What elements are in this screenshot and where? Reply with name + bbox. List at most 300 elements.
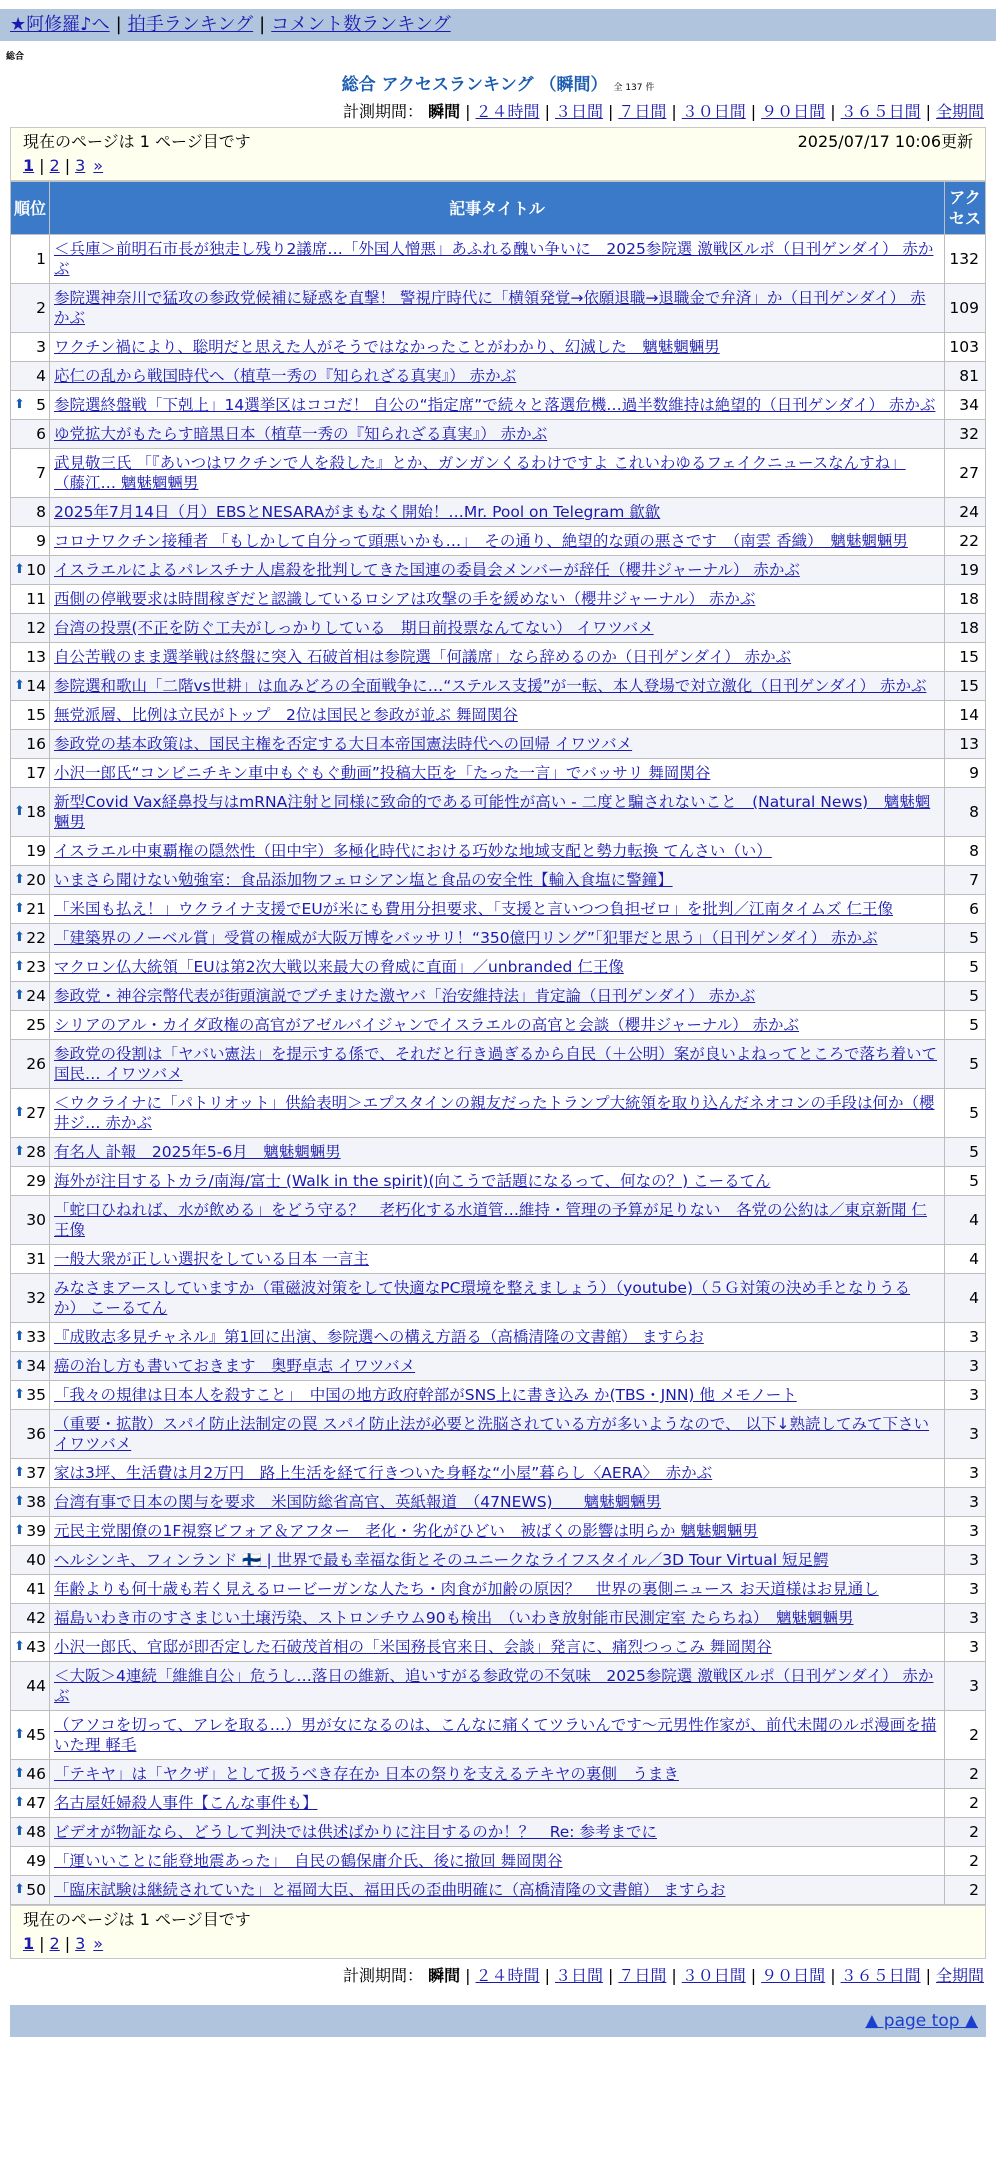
title-cell xyxy=(50,362,945,391)
rank-number: 33 xyxy=(26,1328,46,1346)
rank-cell xyxy=(11,1011,50,1040)
access-count: 9 xyxy=(945,759,986,788)
rank-cell xyxy=(11,759,50,788)
article-title-link[interactable]: ゆ党拡大がもたらす暗黒日本（植草一秀の『知られざる真実』） 赤かぶ xyxy=(54,425,548,443)
article-title-link[interactable]: コロナワクチン接種者 「もしかして自分って頭悪いかも…」 その通り、絶望的な頭の悪さです （南雲 香織） 魑魅魍魎男 xyxy=(54,532,908,550)
rank-cell xyxy=(11,1711,50,1760)
title-cell xyxy=(50,1459,945,1488)
access-count: 8 xyxy=(945,788,986,837)
table-row xyxy=(11,1711,986,1760)
rank-cell xyxy=(11,1167,50,1196)
title-cell xyxy=(50,284,945,333)
rank-up-arrow-icon: ⬆ xyxy=(14,1105,25,1120)
table-row xyxy=(11,1323,986,1352)
page-link-current[interactable]: 1 xyxy=(23,1934,35,1953)
title-cell xyxy=(50,449,945,498)
rank-number: 44 xyxy=(26,1677,46,1695)
access-count: 3 xyxy=(945,1410,986,1459)
title-cell xyxy=(50,672,945,701)
page-link-3[interactable]: 3 xyxy=(75,1934,86,1953)
article-title-link[interactable]: イスラエル中東覇権の隠然性（田中宇）多極化時代における巧妙な地域支配と勢力転換 てんさい（い） xyxy=(54,842,772,860)
article-title-link[interactable]: 新型Covid Vax経鼻投与はmRNA注射と同様に致命的である可能性が高い - 二度と騙されないこと (Natural News) 魑魅魍魎男 xyxy=(54,793,931,831)
article-title-link[interactable]: 元民主党閣僚の1F視察ビフォア＆アフター 老化・劣化がひどい 被ばくの影響は明らか 魑魅魍魎男 xyxy=(54,1522,758,1540)
period-selector-top: 計測期間： 瞬間 | ２４時間 | ３日間 | ７日間 | ３０日間 | ９０日間 | ３６５日間 | 全期間 xyxy=(343,102,984,121)
article-title-link[interactable]: 参政党・神谷宗幣代表が街頭演説でブチまけた激ヤバ「治安維持法」肯定論（日刊ゲンダイ） 赤かぶ xyxy=(54,987,756,1005)
rank-cell xyxy=(11,1662,50,1711)
period-3d-link[interactable]: ３日間 xyxy=(554,1966,603,1985)
rank-cell xyxy=(11,1381,50,1410)
footer-bar xyxy=(10,2005,986,2037)
rank-number: 45 xyxy=(26,1726,46,1744)
rank-cell xyxy=(11,556,50,585)
rank-up-arrow-icon: ⬆ xyxy=(14,678,25,693)
access-count: 32 xyxy=(945,420,986,449)
access-count: 15 xyxy=(945,643,986,672)
article-title-link[interactable]: 『成敗志多見チャネル』第1回に出演、参院選への構え方語る（高橋清隆の文書館） ますらお xyxy=(54,1328,704,1346)
rank-up-arrow-icon: ⬆ xyxy=(14,1766,25,1781)
next-page-link[interactable]: » xyxy=(93,1934,104,1953)
table-row xyxy=(11,1546,986,1575)
current-page-text: 現在のページは 1 ページ目です xyxy=(23,132,251,151)
article-title-link[interactable]: ＜大阪＞4連続「維維自公」危うし…落日の維新、追いすがる参政党の不気味 2025参院選 激戦区ルポ（日刊ゲンダイ） 赤かぶ xyxy=(54,1667,934,1705)
rank-cell xyxy=(11,1876,50,1905)
rank-number: 24 xyxy=(26,987,46,1005)
title-cell xyxy=(50,895,945,924)
table-row xyxy=(11,1274,986,1323)
access-count: 6 xyxy=(945,895,986,924)
table-row xyxy=(11,235,986,284)
rank-number: 42 xyxy=(26,1609,46,1627)
pager-top: 1 | 2 | 3 » xyxy=(23,156,104,175)
rank-cell xyxy=(11,333,50,362)
rank-cell xyxy=(11,391,50,420)
table-row xyxy=(11,759,986,788)
rank-cell xyxy=(11,362,50,391)
table-row xyxy=(11,420,986,449)
rank-number: 22 xyxy=(26,929,46,947)
rank-number: 15 xyxy=(26,706,46,724)
title-cell xyxy=(50,333,945,362)
next-page-link[interactable]: » xyxy=(93,156,104,175)
rank-number: 17 xyxy=(26,764,46,782)
title-cell xyxy=(50,1011,945,1040)
rank-cell xyxy=(11,527,50,556)
rank-up-arrow-icon: ⬆ xyxy=(14,1824,25,1839)
rank-cell xyxy=(11,672,50,701)
rank-cell xyxy=(11,1352,50,1381)
article-title-link[interactable]: 「建築界のノーベル賞」受賞の権威が大阪万博をバッサリ！“350億円リング”「犯罪だと思う」（日刊ゲンダイ） 赤かぶ xyxy=(54,929,878,947)
rank-number: 40 xyxy=(26,1551,46,1569)
article-title-link[interactable]: 小沢一郎氏“コンビニチキン車中もぐもぐ動画”投稿大臣を「たった一言」でバッサリ 舞岡関谷 xyxy=(54,764,711,782)
page-title xyxy=(0,70,996,95)
article-title-link[interactable]: 参政党の基本政策は、国民主権を否定する大日本帝国憲法時代への回帰 イワツバメ xyxy=(54,735,633,753)
article-title-link[interactable]: 一般大衆が正しい選択をしている日本 一言主 xyxy=(54,1250,369,1268)
article-title-link[interactable]: 無党派層、比例は立民がトップ 2位は国民と参政が並ぶ 舞岡関谷 xyxy=(54,706,518,724)
rank-number: 26 xyxy=(26,1055,46,1073)
article-title-link[interactable]: 年齢よりも何十歳も若く見えるロービーガンな人たち・肉食が加齢の原因？ 世界の裏側ニュース お天道様はお見通し xyxy=(54,1580,879,1598)
top-nav-bar xyxy=(0,9,996,41)
access-count: 24 xyxy=(945,498,986,527)
article-title-link[interactable]: シリアのアル・カイダ政権の高官がアゼルバイジャンでイスラエルの高官と会談（櫻井ジャーナル） 赤かぶ xyxy=(54,1016,800,1034)
period-current: 瞬間 xyxy=(428,102,461,121)
title-cell xyxy=(50,1323,945,1352)
access-count: 3 xyxy=(945,1546,986,1575)
table-header xyxy=(11,182,986,235)
rank-number: 32 xyxy=(26,1289,46,1307)
table-row xyxy=(11,672,986,701)
title-cell xyxy=(50,1352,945,1381)
access-count: 22 xyxy=(945,527,986,556)
article-title-link[interactable]: 名古屋妊婦殺人事件【こんな事件も】 xyxy=(54,1794,318,1812)
period-30d-link[interactable]: ３０日間 xyxy=(681,1966,746,1985)
rank-number: 48 xyxy=(26,1823,46,1841)
title-cell xyxy=(50,1196,945,1245)
rank-number: 30 xyxy=(26,1211,46,1229)
period-7d-link[interactable]: ７日間 xyxy=(618,1966,667,1985)
rank-up-arrow-icon: ⬆ xyxy=(14,1144,25,1159)
comment-ranking-link[interactable]: コメント数ランキング xyxy=(271,14,451,35)
article-title-link[interactable]: ＜ウクライナに「パトリオット」供給表明＞エプスタインの親友だったトランプ大統領を取り込んだネオコンの手段は何か（櫻井ジ… 赤かぶ xyxy=(54,1094,935,1132)
title-cell xyxy=(50,498,945,527)
access-count: 14 xyxy=(945,701,986,730)
rank-number: 4 xyxy=(36,367,46,385)
table-row xyxy=(11,1575,986,1604)
rank-number: 47 xyxy=(26,1794,46,1812)
access-count: 5 xyxy=(945,1040,986,1089)
rank-up-arrow-icon: ⬆ xyxy=(14,562,25,577)
access-count: 2 xyxy=(945,1818,986,1847)
access-count: 2 xyxy=(945,1789,986,1818)
rank-number: 36 xyxy=(26,1425,46,1443)
rank-cell xyxy=(11,895,50,924)
access-count: 7 xyxy=(945,866,986,895)
rank-cell xyxy=(11,1546,50,1575)
rank-number: 34 xyxy=(26,1357,46,1375)
status-box-bottom xyxy=(10,1905,986,1959)
rank-up-arrow-icon: ⬆ xyxy=(14,1387,25,1402)
rank-number: 41 xyxy=(26,1580,46,1598)
table-row xyxy=(11,391,986,420)
period-current: 瞬間 xyxy=(428,1966,461,1985)
article-title-link[interactable]: 参政党の役割は「ヤバい憲法」を提示する係で、それだと行き過ぎるから自民（＋公明）案が良いよねってところで落ち着いて国民… イワツバメ xyxy=(54,1045,938,1083)
rank-cell xyxy=(11,1847,50,1876)
title-cell xyxy=(50,585,945,614)
table-row xyxy=(11,1517,986,1546)
access-count: 132 xyxy=(945,235,986,284)
article-title-link[interactable]: いまさら聞けない勉強室：食品添加物フェロシアン塩と食品の安全性【輸入食塩に警鐘】 xyxy=(54,871,673,889)
rank-cell xyxy=(11,982,50,1011)
table-row xyxy=(11,1604,986,1633)
table-row xyxy=(11,1876,986,1905)
rank-up-arrow-icon: ⬆ xyxy=(14,804,25,819)
rank-number: 8 xyxy=(36,503,46,521)
access-count: 8 xyxy=(945,837,986,866)
period-3d-link[interactable]: ３日間 xyxy=(554,102,603,121)
table-row xyxy=(11,614,986,643)
access-count: 34 xyxy=(945,391,986,420)
rank-cell xyxy=(11,953,50,982)
period-selector-bottom: 計測期間： 瞬間 | ２４時間 | ３日間 | ７日間 | ３０日間 | ９０日間 | ３６５日間 | 全期間 xyxy=(343,1966,984,1985)
rank-cell xyxy=(11,1604,50,1633)
rank-number: 31 xyxy=(26,1250,46,1268)
table-row xyxy=(11,866,986,895)
rank-up-arrow-icon: ⬆ xyxy=(14,1523,25,1538)
table-row xyxy=(11,643,986,672)
rank-cell xyxy=(11,585,50,614)
article-title-link[interactable]: 癌の治し方も書いておきます 奥野卓志 イワツバメ xyxy=(54,1357,416,1375)
period-24h-link[interactable]: ２４時間 xyxy=(475,102,540,121)
page-link-3[interactable]: 3 xyxy=(75,156,86,175)
article-title-link[interactable]: 台湾有事で日本の関与を要求 米国防総省高官、英紙報道 （47NEWS) 魑魅魍魎男 xyxy=(54,1493,662,1511)
rank-cell xyxy=(11,1274,50,1323)
article-title-link[interactable]: 海外が注目するトカラ/南海/富士 (Walk in the spirit)(向こうで話題になるって、何なの？) こーるてん xyxy=(54,1172,771,1190)
rank-number: 43 xyxy=(26,1638,46,1656)
rank-cell xyxy=(11,1575,50,1604)
article-title-link[interactable]: 「運いいことに能登地震あった」 自民の鶴保庸介氏、後に撤回 舞岡関谷 xyxy=(54,1852,563,1870)
title-cell xyxy=(50,1575,945,1604)
rank-cell xyxy=(11,1760,50,1789)
article-title-link[interactable]: 「米国も払え！」ウクライナ支援でEUが米にも費用分担要求、「支援と言いつつ負担ゼロ」を批判／江南タイムズ 仁王像 xyxy=(54,900,894,918)
rank-up-arrow-icon: ⬆ xyxy=(14,1329,25,1344)
title-cell xyxy=(50,866,945,895)
rank-cell xyxy=(11,1517,50,1546)
rank-header: 順位 xyxy=(11,182,50,235)
title-cell xyxy=(50,420,945,449)
rank-up-arrow-icon: ⬆ xyxy=(14,1727,25,1742)
title-cell xyxy=(50,1245,945,1274)
rank-up-arrow-icon: ⬆ xyxy=(14,397,25,412)
article-title-link[interactable]: 福島いわき市のすさまじい土壌汚染、ストロンチウム90も検出 （いわき放射能市民測定室 たらちね） 魑魅魍魎男 xyxy=(54,1609,854,1627)
title-cell xyxy=(50,1089,945,1138)
rank-cell xyxy=(11,837,50,866)
access-count: 3 xyxy=(945,1662,986,1711)
rank-cell xyxy=(11,1040,50,1089)
page-link-current[interactable]: 1 xyxy=(23,156,35,175)
article-title-link[interactable]: 「テキヤ」は「ヤクザ」として扱うべき存在か 日本の祭りを支えるテキヤの裏側 うまき xyxy=(54,1765,679,1783)
rank-number: 1 xyxy=(36,250,46,268)
access-count: 2 xyxy=(945,1847,986,1876)
rank-number: 46 xyxy=(26,1765,46,1783)
title-header: 記事タイトル xyxy=(50,182,945,235)
access-count: 5 xyxy=(945,1011,986,1040)
article-title-link[interactable]: ワクチン禍により、聡明だと思えた人がそうではなかったことがわかり、幻滅した 魑魅魍魎男 xyxy=(54,338,720,356)
article-title-link[interactable]: マクロン仏大統領「EUは第2次大戦以来最大の脅威に直面」／unbranded 仁王像 xyxy=(54,958,624,976)
rank-number: 23 xyxy=(26,958,46,976)
rank-up-arrow-icon: ⬆ xyxy=(14,1465,25,1480)
status-box-top xyxy=(10,127,986,181)
access-count: 18 xyxy=(945,614,986,643)
table-row xyxy=(11,333,986,362)
access-count: 3 xyxy=(945,1488,986,1517)
article-title-link[interactable]: ＜兵庫＞前明石市長が独走し残り2議席…「外国人憎悪」あふれる醜い争いに 2025参院選 激戦区ルポ（日刊ゲンダイ） 赤かぶ xyxy=(54,240,934,278)
rank-number: 38 xyxy=(26,1493,46,1511)
pager-bottom: 1 | 2 | 3 » xyxy=(23,1934,104,1953)
rank-up-arrow-icon: ⬆ xyxy=(14,1795,25,1810)
rank-cell xyxy=(11,1089,50,1138)
rank-cell xyxy=(11,924,50,953)
title-cell xyxy=(50,614,945,643)
table-row xyxy=(11,1760,986,1789)
access-count: 3 xyxy=(945,1604,986,1633)
rank-number: 9 xyxy=(36,532,46,550)
rank-number: 13 xyxy=(26,648,46,666)
title-cell xyxy=(50,1488,945,1517)
article-title-link[interactable]: 家は3坪、生活費は月2万円 路上生活を経て行きついた身軽な“小屋”暮らし〈AERA〉 赤かぶ xyxy=(54,1464,713,1482)
title-cell xyxy=(50,759,945,788)
rank-up-arrow-icon: ⬆ xyxy=(14,1639,25,1654)
article-title-link[interactable]: ビデオが物証なら、どうして判決では供述ばかりに注目するのか！？ Re: 参考までに xyxy=(54,1823,657,1841)
rank-up-arrow-icon: ⬆ xyxy=(14,988,25,1003)
page-link-2[interactable]: 2 xyxy=(49,1934,60,1953)
title-cell xyxy=(50,235,945,284)
article-title-link[interactable]: 参院選神奈川で猛攻の参政党候補に疑惑を直撃！ 警視庁時代に「横領発覚→依願退職→退職金で弁済」か（日刊ゲンダイ） 赤かぶ xyxy=(54,289,926,327)
period-90d-link[interactable]: ９０日間 xyxy=(761,102,826,121)
page-link-2[interactable]: 2 xyxy=(49,156,60,175)
article-title-link[interactable]: 西側の停戦要求は時間稼ぎだと認識しているロシアは攻撃の手を緩めない（櫻井ジャーナル） 赤かぶ xyxy=(54,590,756,608)
article-title-link[interactable]: 2025年7月14日（月）EBSとNESARAがまもなく開始！…Mr. Pool on Telegram 歙歙 xyxy=(54,503,661,521)
article-title-link[interactable]: 「蛇口ひねれば、水が飲める」をどう守る？ 老朽化する水道管…維持・管理の予算が足りない 各党の公約は／東京新聞 仁王像 xyxy=(54,1201,927,1239)
ranking-title: 総合 アクセスランキング （瞬間） xyxy=(341,75,608,95)
article-title-link[interactable]: 台湾の投票(不正を防ぐ工夫がしっかりしている 期日前投票なんてない） イワツバメ xyxy=(54,619,654,637)
title-cell xyxy=(50,701,945,730)
title-cell xyxy=(50,1789,945,1818)
access-count: 4 xyxy=(945,1245,986,1274)
rank-number: 25 xyxy=(26,1016,46,1034)
article-title-link[interactable]: 自公苦戦のまま選挙戦は終盤に突入 石破首相は参院選「何議席」なら辞めるのか（日刊ゲンダイ） 赤かぶ xyxy=(54,648,792,666)
table-row xyxy=(11,284,986,333)
access-count: 3 xyxy=(945,1459,986,1488)
table-row xyxy=(11,1167,986,1196)
article-title-link[interactable]: （アソコを切って、アレを取る…）男が女になるのは、こんなに痛くてツラいんです〜元男性作家が、前代未聞のルポ漫画を描いた理 軽毛 xyxy=(54,1716,937,1754)
rank-cell xyxy=(11,643,50,672)
rank-cell xyxy=(11,1633,50,1662)
article-title-link[interactable]: 「我々の規律は日本人を殺すこと」 中国の地方政府幹部がSNS上に書き込み か(TBS・JNN) 他 メモノート xyxy=(54,1386,797,1404)
period-all-link[interactable]: 全期間 xyxy=(935,102,984,121)
rank-up-arrow-icon: ⬆ xyxy=(14,872,25,887)
rank-cell xyxy=(11,1789,50,1818)
title-cell xyxy=(50,1410,945,1459)
title-cell xyxy=(50,1040,945,1089)
period-365d-link[interactable]: ３６５日間 xyxy=(840,1966,921,1985)
current-page-text: 現在のページは 1 ページ目です xyxy=(23,1910,251,1929)
rank-cell xyxy=(11,614,50,643)
period-7d-link[interactable]: ７日間 xyxy=(618,102,667,121)
table-row xyxy=(11,701,986,730)
home-link[interactable]: ★阿修羅♪へ xyxy=(10,14,110,35)
rank-number: 21 xyxy=(26,900,46,918)
category-label: 総合 xyxy=(6,52,25,62)
rank-number: 35 xyxy=(26,1386,46,1404)
period-365d-link[interactable]: ３６５日間 xyxy=(840,102,921,121)
table-row xyxy=(11,895,986,924)
table-row xyxy=(11,837,986,866)
article-title-link[interactable]: みなさまアースしていますか（電磁波対策をして快適なPC環境を整えましょう）（youtube)（５Ｇ対策の決め手となりうるか） こーるてん xyxy=(54,1279,910,1317)
period-30d-link[interactable]: ３０日間 xyxy=(681,102,746,121)
rank-cell xyxy=(11,788,50,837)
rank-number: 5 xyxy=(36,396,46,414)
table-row xyxy=(11,1633,986,1662)
table-row xyxy=(11,1138,986,1167)
article-title-link[interactable]: 参院選和歌山「二階vs世耕」は血みどろの全面戦争に…“ステルス支援”が一転、本人登場で対立激化（日刊ゲンダイ） 赤かぶ xyxy=(54,677,927,695)
article-title-link[interactable]: ヘルシンキ、フィンランド 🇫🇮 | 世界で最も幸福な街とそのユニークなライフスタイル／3D Tour Virtual 短足鰐 xyxy=(54,1551,829,1569)
title-cell xyxy=(50,1847,945,1876)
title-cell xyxy=(50,953,945,982)
article-title-link[interactable]: 武見敬三氏 「『あいつはワクチンで人を殺した』とか、ガンガンくるわけですよ これいわゆるフェイクニュースなんすね」 （藤江… 魑魅魍魎男 xyxy=(54,454,906,492)
rank-cell xyxy=(11,730,50,759)
table-row xyxy=(11,556,986,585)
table-row xyxy=(11,1196,986,1245)
table-row xyxy=(11,1011,986,1040)
count-header: アクセス xyxy=(945,182,986,235)
article-title-link[interactable]: イスラエルによるパレスチナ人虐殺を批判してきた国連の委員会メンバーが辞任（櫻井ジャーナル） 赤かぶ xyxy=(54,561,800,579)
table-row xyxy=(11,527,986,556)
table-row xyxy=(11,982,986,1011)
clap-ranking-link[interactable]: 拍手ランキング xyxy=(127,14,254,35)
access-count: 3 xyxy=(945,1381,986,1410)
page-top-link[interactable]: ▲ page top ▲ xyxy=(865,2011,978,2031)
access-count: 3 xyxy=(945,1352,986,1381)
rank-cell xyxy=(11,1138,50,1167)
article-title-link[interactable]: 小沢一郎氏、官邸が即否定した石破茂首相の「米国務長官来日、会談」発言に、痛烈つっこみ 舞岡関谷 xyxy=(54,1638,772,1656)
article-title-link[interactable]: 有名人 訃報 2025年5-6月 魑魅魍魎男 xyxy=(54,1143,341,1161)
total-count: 全 137 件 xyxy=(613,83,655,93)
rank-number: 27 xyxy=(26,1104,46,1122)
rank-up-arrow-icon: ⬆ xyxy=(14,930,25,945)
title-cell xyxy=(50,1517,945,1546)
table-row xyxy=(11,730,986,759)
rank-number: 39 xyxy=(26,1522,46,1540)
title-cell xyxy=(50,1662,945,1711)
rank-cell xyxy=(11,1818,50,1847)
access-count: 103 xyxy=(945,333,986,362)
article-title-link[interactable]: （重要・拡散）スパイ防止法制定の罠 スパイ防止法が必要と洗脳されている方が多いようなので、 以下↓熟読してみて下さい イワツバメ xyxy=(54,1415,930,1453)
title-cell xyxy=(50,1818,945,1847)
rank-cell xyxy=(11,1459,50,1488)
rank-up-arrow-icon: ⬆ xyxy=(14,959,25,974)
article-title-link[interactable]: 参院選終盤戦「下剋上」14選挙区はココだ！ 自公の“指定席”で続々と落選危機…過半数維持は絶望的（日刊ゲンダイ） 赤かぶ xyxy=(54,396,936,414)
rank-cell xyxy=(11,1488,50,1517)
rank-cell xyxy=(11,866,50,895)
period-all-link[interactable]: 全期間 xyxy=(935,1966,984,1985)
access-count: 2 xyxy=(945,1876,986,1905)
period-label: 計測期間： xyxy=(343,102,424,121)
rank-cell xyxy=(11,701,50,730)
access-count: 2 xyxy=(945,1760,986,1789)
title-cell xyxy=(50,837,945,866)
title-cell xyxy=(50,730,945,759)
article-title-link[interactable]: 応仁の乱から戦国時代へ（植草一秀の『知られざる真実』） 赤かぶ xyxy=(54,367,517,385)
updated-timestamp: 2025/07/17 10:06更新 xyxy=(797,132,973,151)
rank-number: 28 xyxy=(26,1143,46,1161)
ranking-table xyxy=(10,181,986,1905)
table-row xyxy=(11,1089,986,1138)
rank-up-arrow-icon: ⬆ xyxy=(14,1358,25,1373)
period-90d-link[interactable]: ９０日間 xyxy=(761,1966,826,1985)
access-count: 2 xyxy=(945,1711,986,1760)
rank-number: 2 xyxy=(36,299,46,317)
period-24h-link[interactable]: ２４時間 xyxy=(475,1966,540,1985)
rank-cell xyxy=(11,449,50,498)
title-cell xyxy=(50,527,945,556)
title-cell xyxy=(50,556,945,585)
article-title-link[interactable]: 「臨床試験は継続されていた」と福岡大臣、福田氏の歪曲明確に（高橋清隆の文書館） ますらお xyxy=(54,1881,726,1899)
title-cell xyxy=(50,982,945,1011)
access-count: 3 xyxy=(945,1323,986,1352)
rank-cell xyxy=(11,235,50,284)
title-cell xyxy=(50,1711,945,1760)
access-count: 5 xyxy=(945,1167,986,1196)
title-cell xyxy=(50,1876,945,1905)
